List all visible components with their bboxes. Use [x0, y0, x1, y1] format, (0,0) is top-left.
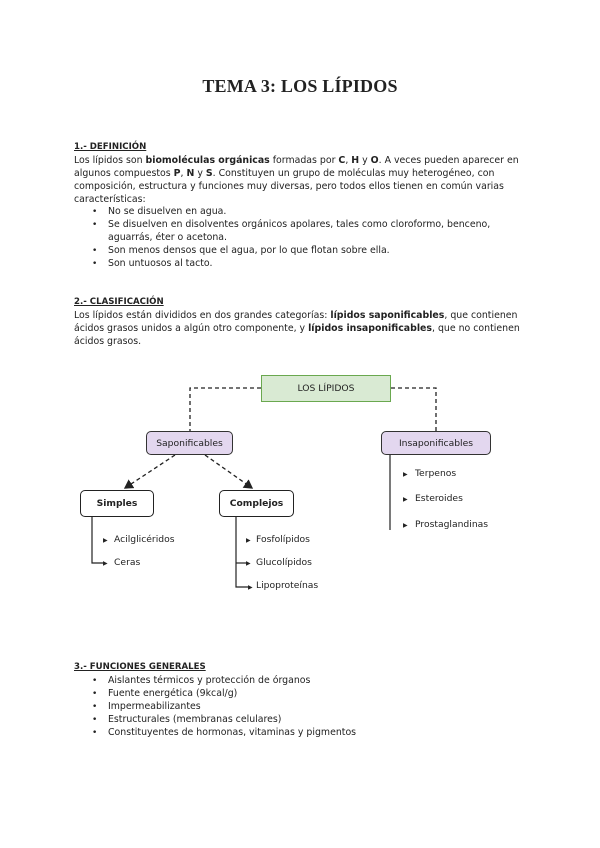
connector-root-insaponificables	[391, 388, 436, 431]
bullet-arrow-icon: ▶	[403, 471, 408, 478]
simples-item-acilgliceridos: Acilglicéridos	[114, 534, 175, 545]
list-item: • Fuente energética (9kcal/g)	[92, 688, 532, 701]
insap-item-terpenos: Terpenos	[415, 468, 457, 479]
section2-run: Los lípidos están divididos en dos grandes categorías:	[74, 310, 331, 321]
section1-run: . A veces pueden aparecer en algunos compuestos	[74, 155, 519, 179]
bullet-arrow-icon: ▶	[246, 560, 251, 567]
section2-run: lípidos saponificables	[330, 310, 445, 321]
section1-run: H	[351, 155, 360, 166]
bullet-arrow-icon: ▶	[246, 537, 251, 544]
connector-sap-simples	[125, 455, 175, 488]
complejos-item-lipoproteinas: Lipoproteínas	[256, 580, 319, 591]
node-saponificables: Saponificables	[146, 431, 233, 455]
node-insaponificables: Insaponificables	[381, 431, 491, 455]
section1-run: . Constituyen un grupo de moléculas muy heterogéneo, con composición, estructura y funciones muy diversas, pero todos ellos tienen en común varias características:	[74, 168, 504, 205]
section1-run: formadas por	[269, 155, 339, 166]
section1-run: O	[370, 155, 379, 166]
connector-sap-complejos	[205, 455, 252, 488]
bullet-arrow-icon: ▶	[403, 522, 408, 529]
node-los-lipidos: LOS LÍPIDOS	[261, 375, 391, 402]
node-complejos: Complejos	[219, 490, 294, 517]
section1-run: P	[173, 168, 181, 179]
section2-run: , que contienen ácidos grasos unidos a algún otro componente, y	[74, 310, 518, 334]
list-item: • Estructurales (membranas celulares)	[92, 714, 532, 727]
simples-item-ceras: Ceras	[114, 557, 141, 568]
node-simples: Simples	[80, 490, 154, 517]
list-item: • Son menos densos que el agua, por lo que flotan sobre ella.	[92, 245, 532, 258]
functions-list	[92, 675, 532, 740]
bullet-arrow-icon: ▶	[103, 537, 108, 544]
section1-run: S	[205, 168, 213, 179]
section-heading-definicion: 1.- DEFINICIÓN	[74, 142, 147, 152]
bullet-arrow-icon: ▶	[103, 560, 108, 567]
section1-run: y	[194, 168, 206, 179]
section-heading-clasificacion: 2.- CLASIFICACIÓN	[74, 297, 164, 307]
list-item: • No se disuelven en agua.	[92, 206, 532, 219]
section1-run: ,	[345, 155, 352, 166]
section-heading-funciones: 3.- FUNCIONES GENERALES	[74, 662, 206, 672]
section1-run: C	[338, 155, 346, 166]
list-item: • Se disuelven en disolventes orgánicos apolares, tales como cloroformo, benceno, aguarrás, éter o acetona.	[92, 219, 532, 245]
list-item: • Constituyentes de hormonas, vitaminas y pigmentos	[92, 727, 532, 740]
section1-run: y	[359, 155, 371, 166]
complejos-item-fosfolipidos: Fosfolípidos	[256, 534, 310, 545]
section1-run: N	[186, 168, 195, 179]
section1-run: biomoléculas orgánicas	[145, 155, 270, 166]
section2-run: lípidos insaponificables	[308, 323, 432, 334]
section2-run: , que no contienen ácidos grasos.	[74, 323, 520, 347]
bullet-arrow-icon: ▶	[248, 584, 253, 591]
insap-item-prostaglandinas: Prostaglandinas	[415, 519, 489, 530]
connector-root-saponificables	[190, 388, 261, 431]
complejos-item-glucolipidos: Glucolípidos	[256, 557, 312, 568]
connector-complejos-list	[236, 517, 248, 587]
list-item: • Impermeabilizantes	[92, 701, 532, 714]
insap-item-esteroides: Esteroides	[415, 493, 463, 504]
section1-run: Los lípidos son	[74, 155, 146, 166]
list-item: • Son untuosos al tacto.	[92, 258, 532, 271]
section1-run: ,	[180, 168, 187, 179]
list-item: • Aislantes térmicos y protección de órganos	[92, 675, 532, 688]
page-title: TEMA 3: LOS LÍPIDOS	[202, 76, 398, 96]
connector-simples-list	[92, 517, 103, 563]
bullet-arrow-icon: ▶	[403, 496, 408, 503]
